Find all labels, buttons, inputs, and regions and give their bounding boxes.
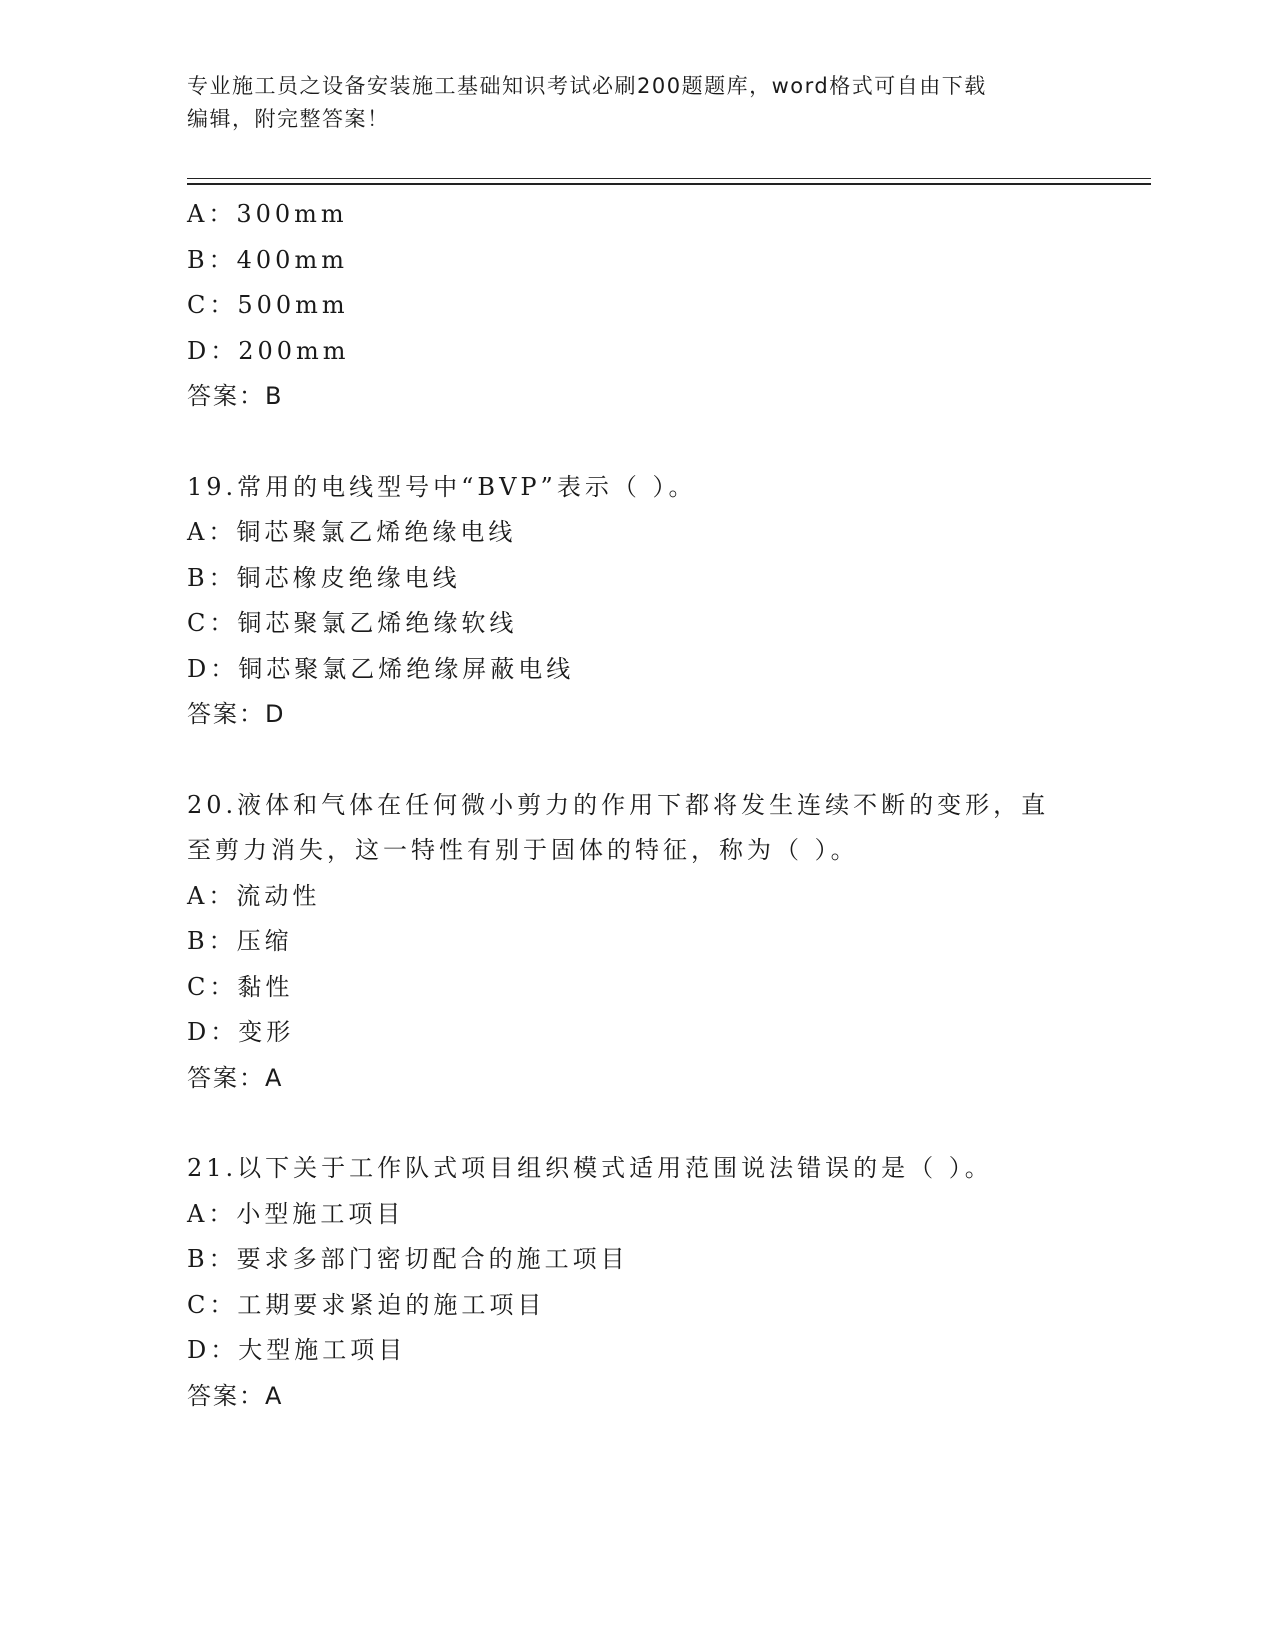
option-a: A：小型施工项目 [187,1199,405,1228]
option-c: C：500mm [187,291,349,319]
option-d: D：铜芯聚氯乙烯绝缘屏蔽电线 [187,654,575,683]
header-line-1: 专业施工员之设备安装施工基础知识考试必刷200题题库，word格式可自由下载 [187,74,987,98]
option-c: C：工期要求紧迫的施工项目 [187,1290,546,1319]
option-b: B：要求多部门密切配合的施工项目 [187,1245,629,1273]
question-stem: 21.以下关于工作队式项目组织模式适用范围说法错误的是（ ）。 [187,1154,993,1182]
answer-line: 答案：D [187,700,286,728]
option-d: D：变形 [187,1018,295,1046]
option-d: D：200mm [187,336,350,365]
option-a: A：300mm [187,200,348,228]
header-line-2: 编辑，附完整答案！ [187,107,390,131]
option-b: B：压缩 [187,927,293,955]
option-c: C：铜芯聚氯乙烯绝缘软线 [187,609,518,637]
question-stem-line-2: 至剪力消失，这一特性有别于固体的特征，称为（ ）。 [187,836,859,864]
question-stem-line-1: 20.液体和气体在任何微小剪力的作用下都将发生连续不断的变形，直 [187,790,1050,819]
option-a: A：铜芯聚氯乙烯绝缘电线 [187,518,517,546]
question-list [187,192,1087,1419]
header-divider-thin [187,178,1151,179]
answer-line: 答案：B [187,382,284,410]
option-b: B：铜芯橡皮绝缘电线 [187,563,461,592]
question-stem: 19.常用的电线型号中“BVP”表示（ ）。 [187,472,697,501]
question-21 [187,1146,1087,1419]
answer-line: 答案：A [187,1381,284,1410]
option-a: A：流动性 [187,881,321,910]
document-header [187,70,1067,136]
option-c: C：黏性 [187,972,294,1001]
question-19 [187,465,1087,738]
header-divider-thick [187,183,1151,185]
option-b: B：400mm [187,245,348,274]
option-d: D：大型施工项目 [187,1336,407,1364]
answer-line: 答案：A [187,1063,284,1092]
question-18 [187,192,1087,420]
question-20 [187,783,1087,1102]
